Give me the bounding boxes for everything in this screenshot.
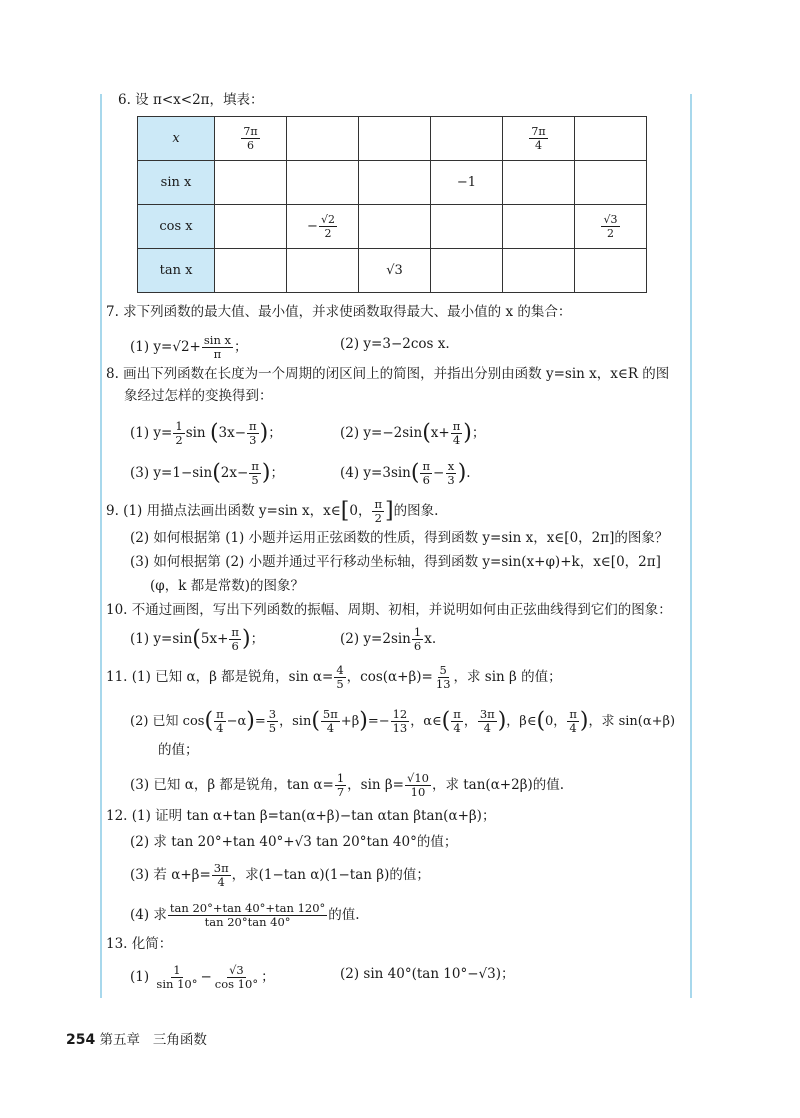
cell-sin1	[215, 161, 287, 205]
cell-x4	[431, 117, 503, 161]
cell-tan5	[503, 249, 575, 293]
q9-part1: 9. (1) 用描点法画出函数 y=sin x，x∈[0， $\frac{\pi}{2}$ ]的图象.	[106, 497, 439, 525]
q8-part4: (4) y=3sin( $\frac{\pi}{6}$ − $\frac{x}{3}$ ).	[340, 459, 471, 487]
q8-line1: 8. 画出下列函数在长度为一个周期的闭区间上的简图，并指出分别由函数 y=sin x，x∈R 的图	[106, 366, 670, 382]
q12-part3: (3) 若 α+β= $\frac{3\pi}{4}$ ，求(1−tan α)(1−tan β)的值；	[130, 861, 430, 889]
cell-sin4: −1	[431, 161, 503, 205]
cell-cos1	[215, 205, 287, 249]
q9-part3-cont: (φ，k 都是常数)的图象？	[150, 578, 304, 594]
q12-part2: (2) 求 tan 20°+tan 40°+√3 tan 20°tan 40°的值；	[130, 834, 458, 850]
chapter-title: 三角函数	[152, 1032, 207, 1048]
cell-tan3: √3	[359, 249, 431, 293]
cell-sin2	[287, 161, 359, 205]
cell-tan6	[575, 249, 647, 293]
q13-part2: (2) sin 40°(tan 10°−√3)；	[340, 966, 515, 982]
cell-tan2	[287, 249, 359, 293]
page-footer	[66, 1028, 207, 1048]
cell-sin3	[359, 161, 431, 205]
q6-text: 6. 设 π<x<2π，填表：	[118, 92, 264, 108]
cell-tan1	[215, 249, 287, 293]
q13-text: 13. 化简：	[106, 936, 173, 952]
q12-part4: (4) 求 $\frac{\tan 20^\circ+\tan 40^\circ+\tan 120^\circ}{\tan 20^\circ\tan 40^\circ}$ 的值.	[130, 901, 360, 929]
cell-x2	[287, 117, 359, 161]
page-number: 254	[66, 1032, 96, 1048]
q8-part3: (3) y=1−sin(2x− $\frac{\pi}{5}$ )；	[130, 459, 284, 487]
q8-line2: 象经过怎样的变换得到：	[124, 388, 273, 404]
q7-part1: (1) y=√2+ $\frac{\text{sin x}}{\pi}$ ；	[130, 333, 248, 361]
cell-cos6: $\frac{√3}{2}$	[575, 205, 647, 249]
row-head-tan: tan x	[138, 249, 215, 293]
cell-cos5	[503, 205, 575, 249]
cell-cos3	[359, 205, 431, 249]
left-margin-line	[100, 94, 102, 998]
q7-text: 7. 求下列函数的最大值、最小值，并求使函数取得最大、最小值的 x 的集合：	[106, 304, 572, 320]
q11-part2: (2) 已知 cos( $\frac{\pi}{4}$ −α)= $\frac{3}{5}$ ，sin( $\frac{5\pi}{4}$ +β)=− $\frac{12}{13}$ ，α∈( $\frac{\pi}{4}$ ， $\frac{3\pi}{4}$ )，β∈(0， $\frac{\pi}{4}$ )，求 sin(α+β)	[130, 707, 676, 735]
q8-part2: (2) y=−2sin(x+ $\frac{\pi}{4}$ )；	[340, 419, 486, 447]
q9-part2: (2) 如何根据第 (1) 小题并运用正弦函数的性质，得到函数 y=sin x，x∈[0，2π]的图象？	[130, 530, 669, 546]
q10-text: 10. 不通过画图，写出下列函数的振幅、周期、初相，并说明如何由正弦曲线得到它们的图象：	[106, 602, 672, 618]
cell-x5: $\frac{7\pi}{4}$	[503, 117, 575, 161]
q11-part1: 11. (1) 已知 α，β 都是锐角，sin α= $\frac{4}{5}$ ，cos(α+β)= $\frac{5}{13}$ ，求 sin β 的值；	[106, 663, 562, 691]
q11-part2-cont: 的值；	[158, 742, 199, 758]
cell-x3	[359, 117, 431, 161]
cell-cos2: − $\frac{√2}{2}$	[287, 205, 359, 249]
q11-part3: (3) 已知 α，β 都是锐角，tan α= $\frac{1}{7}$ ，sin β= $\frac{√10}{10}$ ，求 tan(α+2β)的值.	[130, 771, 565, 799]
row-head-cos: cos x	[138, 205, 215, 249]
right-margin-line	[690, 94, 692, 998]
q10-part1: (1) y=sin(5x+ $\frac{\pi}{6}$ )；	[130, 625, 265, 653]
q13-part1: (1) $\frac{1}{\sin 10^\circ}$ − $\frac{√3}{\cos 10^\circ}$ ；	[130, 963, 275, 991]
q9-part3: (3) 如何根据第 (2) 小题并通过平行移动坐标轴，得到函数 y=sin(x+φ)+k，x∈[0，2π]	[130, 554, 661, 570]
cell-tan4	[431, 249, 503, 293]
chapter-label: 第五章	[99, 1032, 141, 1048]
cell-sin6	[575, 161, 647, 205]
cell-x1: $\frac{7\pi}{6}$	[215, 117, 287, 161]
q7-part2: (2) y=3−2cos x.	[340, 336, 450, 352]
cell-x6	[575, 117, 647, 161]
cell-cos4	[431, 205, 503, 249]
row-head-x: x	[138, 117, 215, 161]
cell-sin5	[503, 161, 575, 205]
q10-part2: (2) y=2sin $\frac{1}{6}$ x.	[340, 625, 437, 653]
q8-part1: (1) y= $\frac{1}{2}$ sin (3x− $\frac{\pi}{3}$ )；	[130, 419, 282, 447]
row-head-sin: sin x	[138, 161, 215, 205]
value-table	[137, 116, 647, 293]
q12-part1: 12. (1) 证明 tan α+tan β=tan(α+β)−tan αtan βtan(α+β)；	[106, 808, 496, 824]
